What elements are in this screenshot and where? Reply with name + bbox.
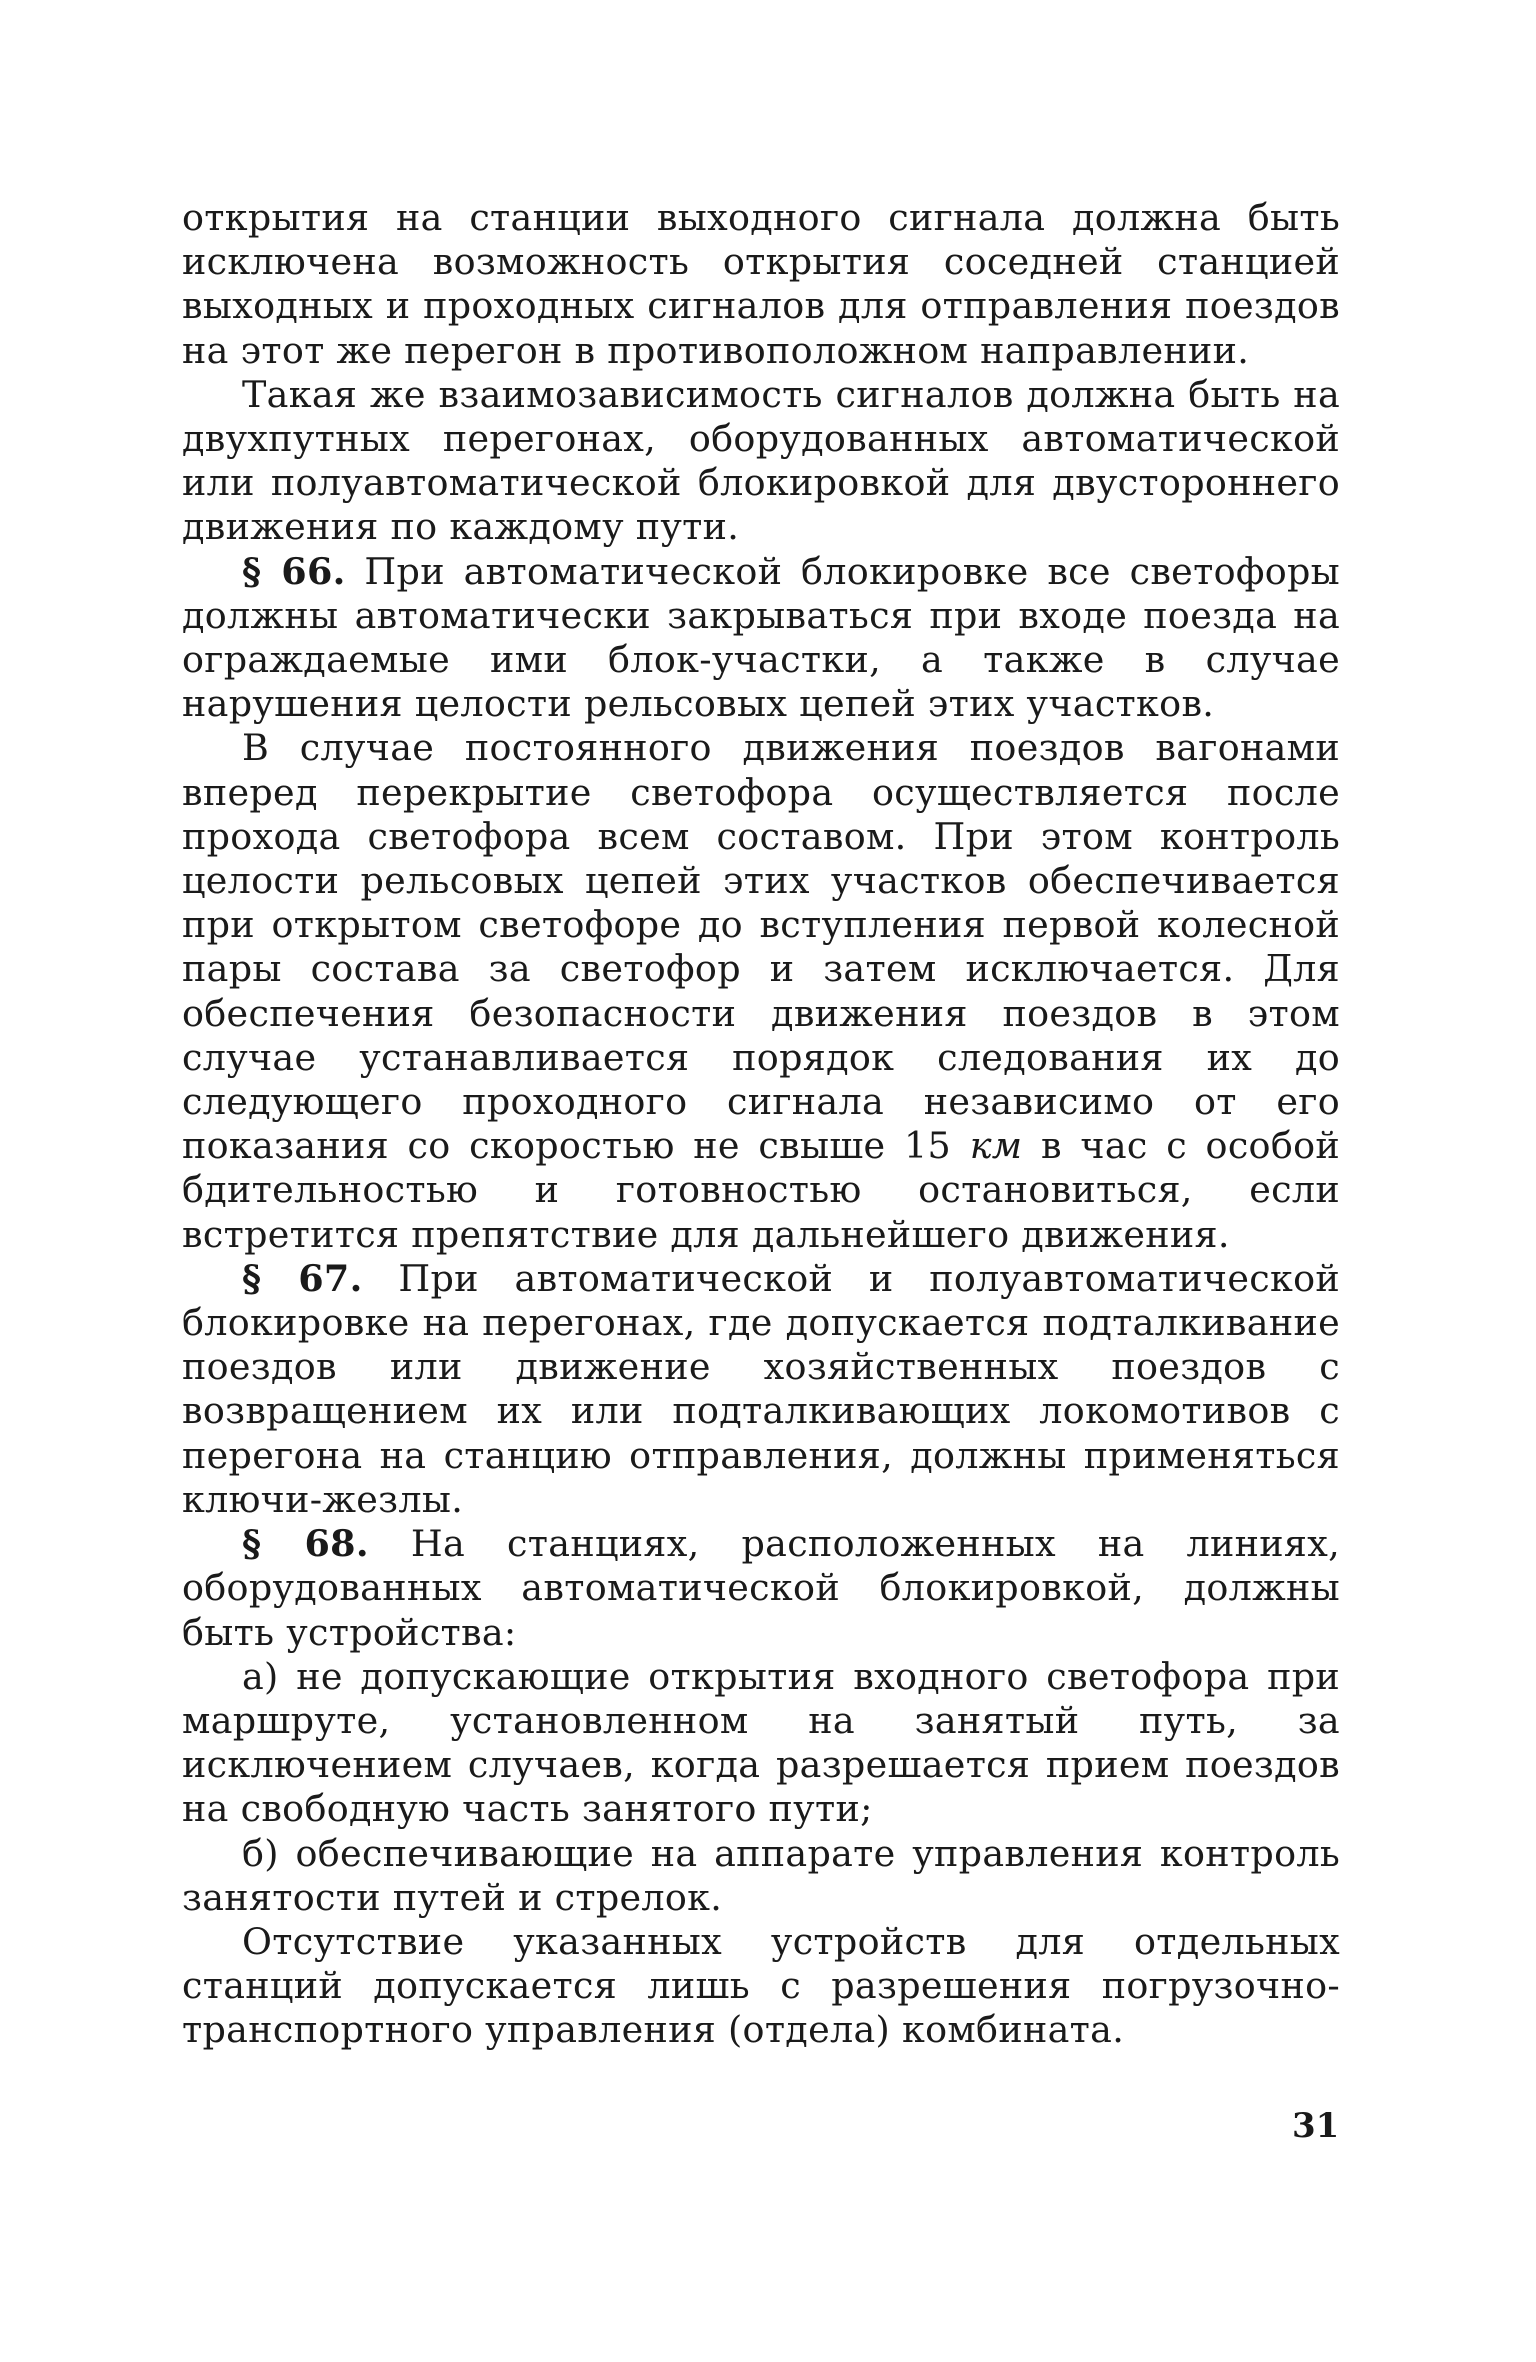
- speed-unit: км: [969, 1124, 1023, 1168]
- paragraph-section-68: [182, 1522, 1340, 1655]
- section-number: § 66.: [242, 549, 346, 593]
- section-number: § 68.: [242, 1522, 369, 1566]
- paragraph-text: На станциях, расположенных на линиях, оборудованных автоматической блокировкой, должны быть устройства:: [182, 1522, 1341, 1654]
- paragraph-wagon-movement: [182, 726, 1340, 1256]
- paragraph-text: открытия на станции выходного сигнала должна быть исключена возможность открытия соседней станцией выходных и проходных сигналов для отправления поездов на этот же перегон в противоположном направлении.: [182, 196, 1340, 372]
- list-item-a: [182, 1655, 1340, 1832]
- paragraph-text: При автоматической блокировке все светофоры должны автоматически закрываться при входе поезда на ограждаемые ими блок-участки, а также в случае нарушения целости рельсовых цепей этих участков.: [182, 549, 1340, 726]
- paragraph-text: В случае постоянного движения поездов вагонами вперед перекрытие светофора осуществляется после прохода светофора всем составом. При этом контроль целости рельсовых цепей этих участков обеспечивается при открытом светофоре до вступления первой колесной пары состава за светофор и затем исключается. Для обеспечения безопасности движения поездов в этом случае устанавливается порядок следования их до следующего проходного сигнала независимо от его показания со скоростью не свыше 15: [182, 726, 1340, 1168]
- paragraph-text: б) обеспечивающие на аппарате управления контроль занятости путей и стрелок.: [182, 1831, 1340, 1919]
- page-number: 31: [1292, 2106, 1340, 2146]
- paragraph-interdependence: [182, 373, 1340, 550]
- paragraph-text: Отсутствие указанных устройств для отдельных станций допускается лишь с разрешения погрузочно-транспортного управления (отдела) комбината.: [182, 1919, 1340, 2052]
- paragraph-section-67: [182, 1257, 1340, 1522]
- paragraph-section-66: [182, 550, 1340, 727]
- paragraph-text: При автоматической и полуавтоматической блокировке на перегонах, где допускается подталкивание поездов или движение хозяйственных поездов с возвращением их или подталкивающих локомотивов с перегона на станцию отправления, должны применяться ключи-жезлы.: [182, 1256, 1341, 1521]
- paragraph-text: Такая же взаимозависимость сигналов должна быть на двухпутных перегонах, оборудованных автоматической или полуавтоматической блокировкой для двустороннего движения по каждому пути.: [182, 372, 1340, 549]
- section-number: § 67.: [242, 1256, 363, 1300]
- paragraph-text: в час с особой бдительностью и готовностью остановиться, если встретится препятствие для дальнейшего движения.: [182, 1124, 1341, 1256]
- paragraph-text: а) не допускающие открытия входного светофора при маршруте, установленном на занятый путь, за исключением случаев, когда разрешается прием поездов на свободную часть занятого пути;: [182, 1654, 1340, 1831]
- paragraph-absence: [182, 1920, 1340, 2053]
- page-body: [182, 196, 1340, 2053]
- paragraph-continuation: [182, 196, 1340, 373]
- list-item-b: [182, 1832, 1340, 1920]
